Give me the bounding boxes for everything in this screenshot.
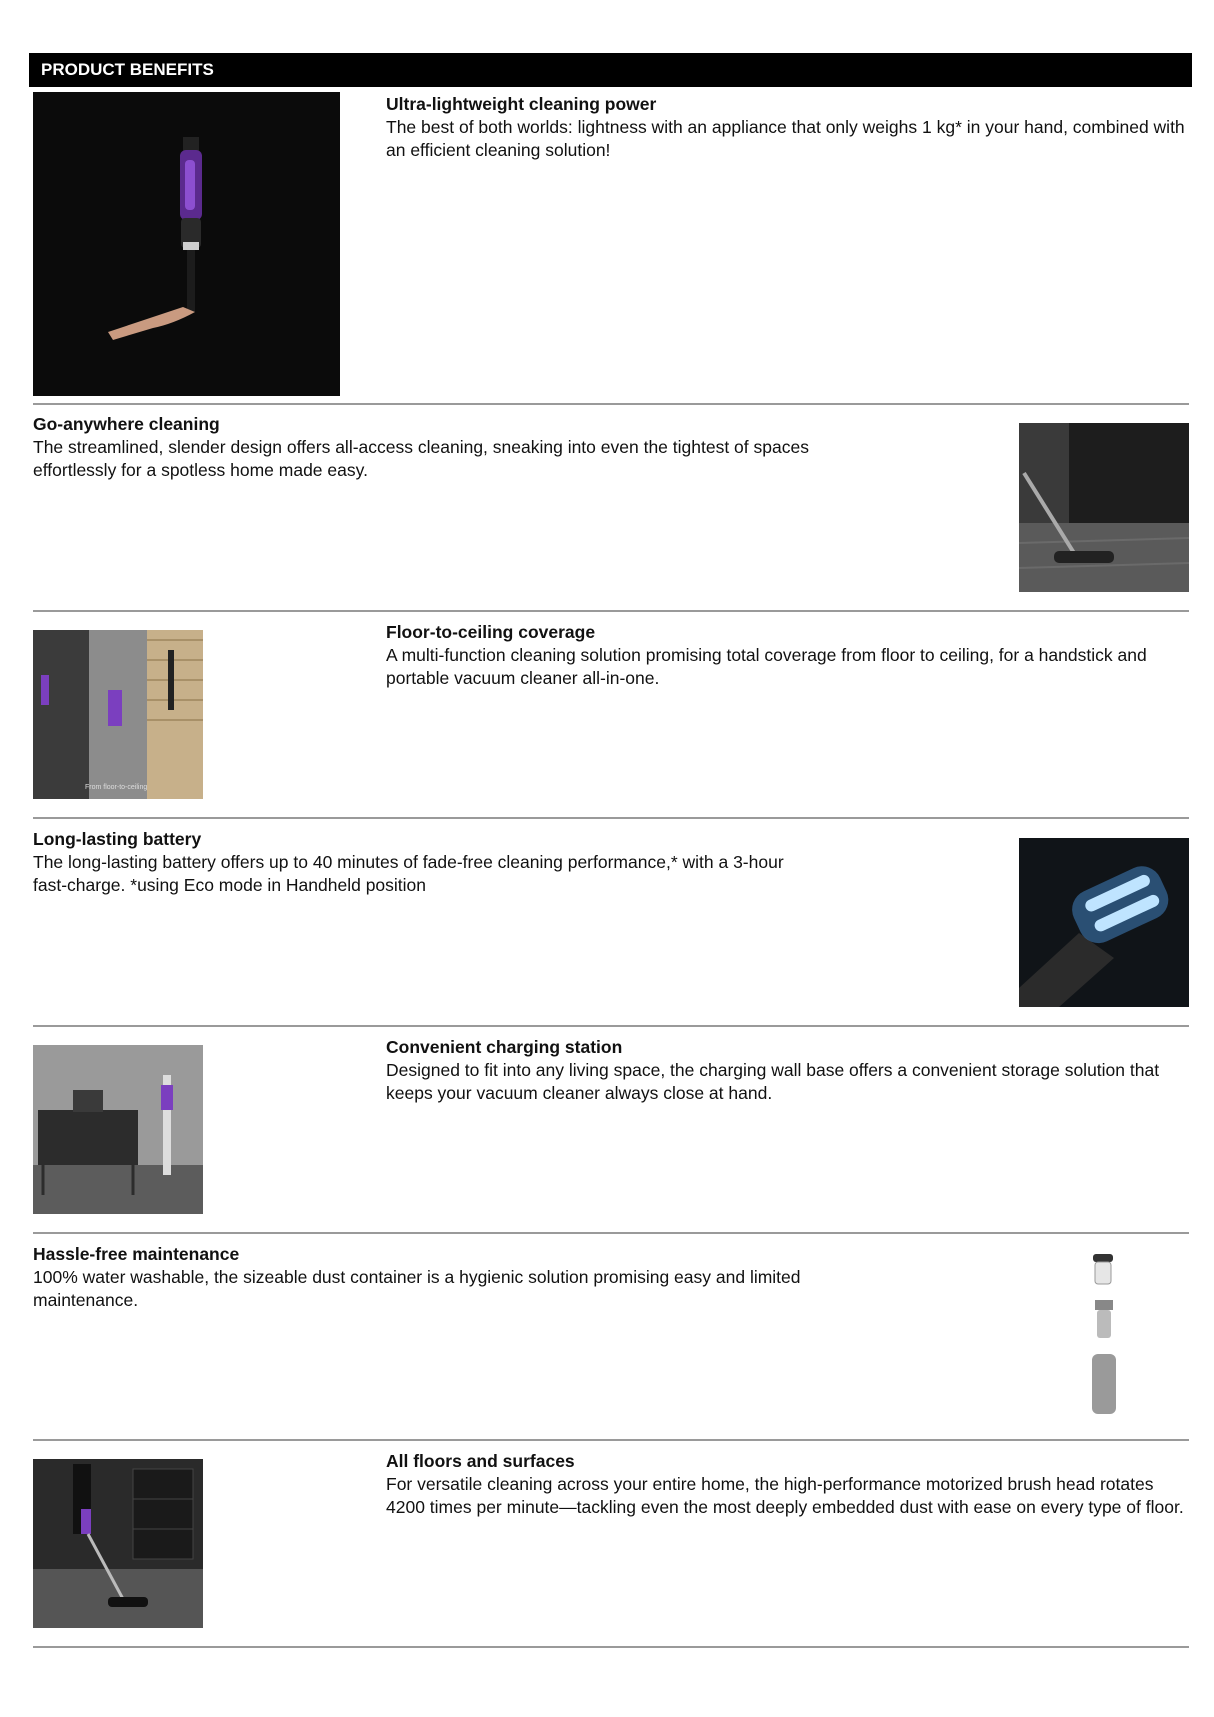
divider [33, 1232, 1189, 1234]
benefit-title: Go-anywhere cleaning [33, 414, 220, 434]
battery-glow-photo [1019, 838, 1189, 1007]
benefit-body: Designed to fit into any living space, the charging wall base offers a convenient storage solution that keeps your vacuum cleaner always close at hand. [386, 1060, 1160, 1103]
divider [33, 403, 1189, 405]
vacuum-on-floor-photo [33, 1459, 203, 1628]
section-header: PRODUCT BENEFITS [29, 53, 1192, 87]
divider [33, 610, 1189, 612]
benefit-body: The best of both worlds: lightness with an appliance that only weighs 1 kg* in your hand, combined with an efficient cleaning solution! [386, 117, 1185, 160]
benefit-title: Ultra-lightweight cleaning power [386, 94, 657, 114]
benefit-title: All floors and surfaces [386, 1451, 575, 1471]
benefit-title: Convenient charging station [386, 1037, 623, 1057]
divider [33, 817, 1189, 819]
benefit-body: A multi-function cleaning solution promising total coverage from floor to ceiling, for a handstick and portable vacuum cleaner all-in-one. [386, 645, 1147, 688]
floor-to-ceiling-collage-photo [33, 630, 203, 799]
divider [33, 1646, 1189, 1648]
divider [33, 1439, 1189, 1441]
image-caption: From floor-to-ceiling [85, 784, 148, 791]
benefit-body: For versatile cleaning across your entire home, the high-performance motorized brush head rotates 4200 times per minute—tackling even the most deeply embedded dust with ease on every type of floor. [386, 1474, 1184, 1517]
benefit-title: Floor-to-ceiling coverage [386, 622, 596, 642]
vacuum-under-furniture-photo [1019, 423, 1189, 592]
charging-station-room-photo [33, 1045, 203, 1214]
divider [33, 1025, 1189, 1027]
benefit-title: Hassle-free maintenance [33, 1244, 240, 1264]
benefit-title: Long-lasting battery [33, 829, 202, 849]
benefit-body: 100% water washable, the sizeable dust container is a hygienic solution promising easy and limited maintenance. [33, 1267, 801, 1310]
vacuum-held-on-hand-photo [33, 92, 340, 396]
benefit-body: The long-lasting battery offers up to 40 minutes of fade-free cleaning performance,* with a 3-hour fast-charge. *using Eco mode in Handheld position [33, 852, 784, 895]
dust-container-parts-photo [1085, 1252, 1125, 1417]
benefit-body: The streamlined, slender design offers all-access cleaning, sneaking into even the tightest of spaces effortlessly for a spotless home made easy. [33, 437, 809, 480]
